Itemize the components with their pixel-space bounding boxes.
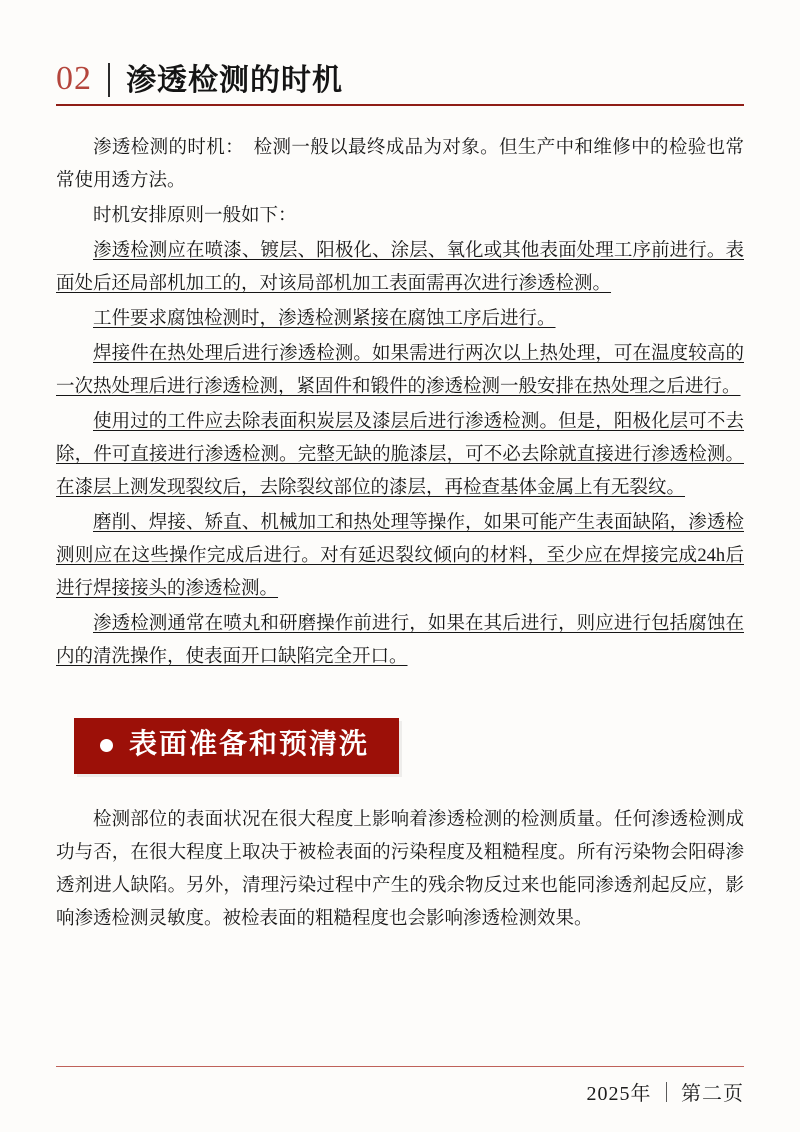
body-block-two <box>56 804 744 936</box>
paragraph-text: 使用过的工件应去除表面积炭层及漆层后进行渗透检测。但是，阳极化层可不去除，件可直接进行渗透检测。完整无缺的脆漆层，可不必去除就直接进行渗透检测。在漆层上测发现裂纹后，去除裂纹部位的漆层，再检查基体金属上有无裂纹。 <box>56 412 744 498</box>
paragraph-text: 渗透检测应在喷漆、镀层、阳极化、涂层、氧化或其他表面处理工序前进行。表面处后还局部机加工的，对该局部机加工表面需再次进行渗透检测。 <box>56 241 744 294</box>
paragraph-text: 磨削、焊接、矫直、机械加工和热处理等操作，如果可能产生表面缺陷，渗透检测则应在这些操作完成后进行。对有延迟裂纹倾向的材料，至少应在焊接完成24h后进行焊接接头的渗透检测。 <box>56 513 744 599</box>
section-number: 02 <box>56 60 92 97</box>
paragraph-text: 焊接件在热处理后进行渗透检测。如果需进行两次以上热处理，可在温度较高的一次热处理后进行渗透检测，紧固件和锻件的渗透检测一般安排在热处理之后进行。 <box>56 344 744 397</box>
section-header <box>56 0 744 106</box>
paragraph-text: 工件要求腐蚀检测时，渗透检测紧接在腐蚀工序后进行。 <box>93 309 556 329</box>
footer-page-number: 第二页 <box>681 1083 744 1105</box>
section-banner <box>74 718 399 774</box>
paragraph: 检测部位的表面状况在很大程度上影响着渗透检测的检测质量。任何渗透检测成功与否，在很大程度上取决于被检表面的污染程度及粗糙程度。所有污染物会阳碍渗透剂进人缺陷。另外，清理污染过程中产生的残余物反过来也能同渗透剂起反应，影响渗透检测灵敏度。被检表面的粗糙程度也会影响渗透检测效果。 <box>56 810 744 929</box>
footer-year: 2025年 <box>586 1083 652 1105</box>
footer-separator <box>666 1082 668 1102</box>
section-title: 渗透检测的时机 <box>126 64 343 97</box>
paragraph <box>56 338 744 404</box>
footer-divider <box>56 1066 744 1067</box>
paragraph <box>56 608 744 674</box>
paragraph: 时机安排原则一般如下： <box>93 206 297 226</box>
paragraph <box>56 406 744 505</box>
section-divider <box>108 63 110 97</box>
filled-circle-icon <box>100 739 113 752</box>
body-block-one <box>56 132 744 674</box>
footer-content <box>56 1077 744 1106</box>
banner-title: 表面准备和预清洗 <box>129 729 370 760</box>
banner-wrapper <box>56 718 744 774</box>
paragraph <box>56 303 744 336</box>
paragraph <box>56 235 744 301</box>
paragraph <box>56 507 744 606</box>
paragraph: 渗透检测的时机： 检测一般以最终成品为对象。但生产中和维修中的检验也常常使用透方法。 <box>56 138 744 191</box>
page-footer <box>56 1066 744 1106</box>
paragraph-text: 渗透检测通常在喷丸和研磨操作前进行，如果在其后进行，则应进行包括腐蚀在内的清洗操作，使表面开口缺陷完全开口。 <box>56 614 744 667</box>
